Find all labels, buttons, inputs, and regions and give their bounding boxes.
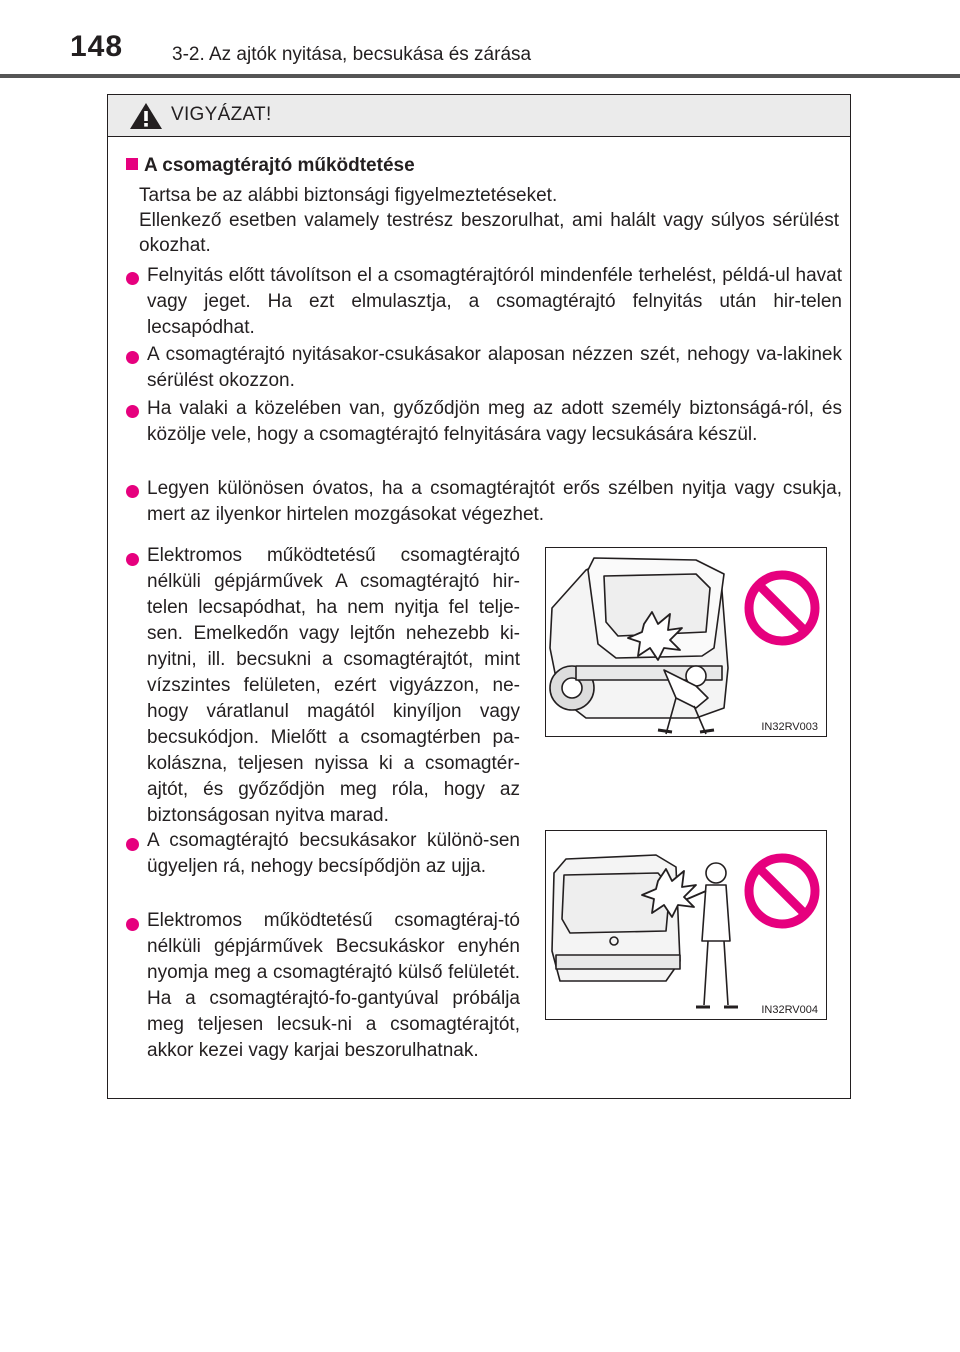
bullet-item: Ha valaki a közelében van, győződjön meg az adott személy biztonságá-ról, és közölje vele, hogy a csomagtérajtó felnyitására vagy lecsukására készül. [147,398,842,445]
section-title: 3-2. Az ajtók nyitása, becsukása és zárása [172,44,532,65]
warning-subheading [126,155,415,177]
bullet-dot [126,272,139,285]
figure-code: IN32RV004 [761,1004,818,1016]
page-number: 148 [70,30,124,63]
warning-label: VIGYÁZAT! [171,104,272,125]
prohibition-icon [749,575,815,641]
page-header [0,0,960,80]
figure-tailgate-open [545,547,827,737]
car-closing-illustration [546,831,826,1019]
bullet-dot [126,405,139,418]
intro-line-1: Tartsa be az alábbi biztonsági figyelmeztetéseket. [139,185,558,206]
bullet-item: Felnyitás előtt távolítson el a csomagtérajtóról mindenféle terhelést, példá-ul havat vagy jeget. Ha ezt elmulasztja, a csomagtérajtó felnyitás után hir-telen lecsapódhat. [147,265,842,338]
bullet-item: A csomagtérajtó becsukásakor különö-sen ügyeljen rá, nehogy becsípődjön az ujja. [147,830,520,877]
bullet-dot [126,838,139,851]
bullet-item: Elektromos működtetésű csomagtérajtó nélküli gépjárművek A csomagtérajtó hir-telen lecsapódhat, ha nem nyitja fel telje-sen. Emelkedőn vagy lejtőn nehezebb ki-nyitni, ill. becsukni a csomagtérajtót, mint vízszintes felületen, ezért vigyázzon, ne-hogy váratlanul magától kinyíljon vagy becsukódjon. Mielőtt a csomagtérben pa-kolászna, teljesen nyissa ki a csomagtér-ajtót, és győződjön meg róla, hogy az biztonságosan nyitva marad. [147,545,520,826]
warning-box [107,94,851,1099]
bullet-dot [126,351,139,364]
intro-line-2: Ellenkező esetben valamely testrész beszorulhat, ami halált vagy súlyos sérülést okozhat. [139,210,839,256]
bullet-dot [126,485,139,498]
bullet-item: A csomagtérajtó nyitásakor-csukásakor alaposan nézzen szét, nehogy va-lakinek sérülést okozzon. [147,344,842,391]
figure-code: IN32RV003 [761,721,818,733]
square-bullet-icon [126,158,138,170]
bullet-item: Elektromos működtetésű csomagtéraj-tó nélküli gépjárművek Becsukáskor enyhén nyomja meg a csomagtérajtó külső felületét. Ha a csomagtérajtó-fo-gantyúval próbálja meg teljesen lecsuk-ni a csomagtérajtót, akkor kezei vagy karjai beszorulhatnak. [147,910,520,1061]
warning-header [108,95,850,137]
bullet-dot [126,553,139,566]
subheading-text: A csomagtérajtó működtetése [144,155,415,176]
car-tailgate-illustration [546,548,826,736]
bullet-dot [126,918,139,931]
warning-triangle-icon [128,101,164,131]
figure-tailgate-closing [545,830,827,1020]
prohibition-icon [749,858,815,924]
bullet-item: Legyen különösen óvatos, ha a csomagtérajtót erős szélben nyitja vagy csukja, mert az ilyenkor hirtelen mozgásokat végezhet. [147,478,842,525]
header-rule [0,74,960,78]
